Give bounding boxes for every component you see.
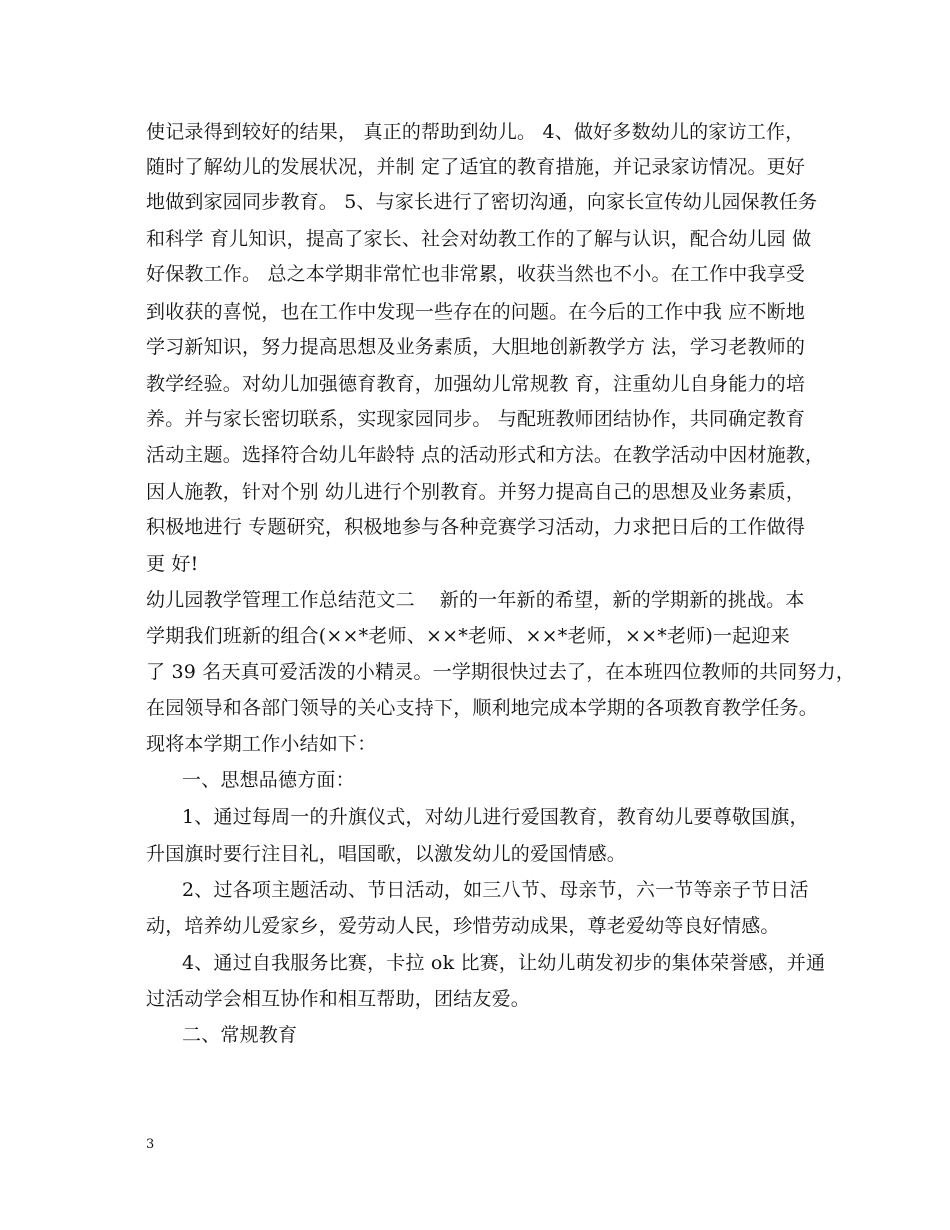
body-line-8: 教学经验。对幼儿加强德育教育，加强幼儿常规教 育，注重幼儿自身能力的培: [146, 373, 806, 395]
body-line-13: 更 好!: [146, 553, 199, 575]
body-line-1: 使记录得到较好的结果， 真正的帮助到幼儿。 4、做好多数幼儿的家访工作，: [146, 121, 805, 143]
page-number: 3: [146, 1137, 155, 1152]
body-line-10: 活动主题。选择符合幼儿年龄特 点的活动形式和方法。在教学活动中因材施教，: [146, 444, 825, 466]
body-line-2: 随时了解幼儿的发展状况，并制 定了适宜的教育措施，并记录家访情况。更好: [146, 156, 806, 178]
item-4-line-1: 4、通过自我服务比赛，卡拉 ok 比赛，让幼儿萌发初步的集体荣誉感，并通: [182, 952, 826, 974]
body-line-7: 学习新知识，努力提高思想及业务素质，大胆地创新教学方 法，学习老教师的: [146, 336, 806, 358]
item-1-line-2: 升国旗时要行注目礼，唱国歌，以激发幼儿的爱国情感。: [146, 843, 627, 865]
section-heading-line: 幼儿园教学管理工作总结范文二 新的一年新的希望，新的学期新的挑战。本: [146, 589, 805, 611]
body-line-5: 好保教工作。 总之本学期非常忙也非常累，收获当然也不小。在工作中我享受: [146, 263, 806, 285]
item-2-line-1: 2、过各项主题活动、节日活动，如三八节、母亲节，六一节等亲子节日活: [182, 879, 809, 901]
item-1-line-1: 1、通过每周一的升旗仪式，对幼儿进行爱国教育，教育幼儿要尊敬国旗，: [182, 806, 809, 828]
body-line-18: 现将本学期工作小结如下：: [146, 733, 377, 755]
item-2-line-2: 动，培养幼儿爱家乡，爱劳动人民，珍惜劳动成果，尊老爱幼等良好情感。: [146, 915, 780, 937]
body-line-16: 了 39 名天真可爱活泼的小精灵。一学期很快过去了，在本班四位教师的共同努力，: [146, 661, 856, 683]
item-4-line-2: 过活动学会相互协作和相互帮助，团结友爱。: [146, 988, 531, 1010]
subheading-moral: 一、思想品德方面：: [182, 769, 355, 791]
body-line-17: 在园领导和各部门领导的关心支持下，顺利地完成本学期的各项教育教学任务。: [146, 697, 819, 719]
body-line-6: 到收获的喜悦，也在工作中发现一些存在的问题。在今后的工作中我 应不断地: [146, 301, 806, 323]
body-line-15: 学期我们班新的组合(××*老师、××*老师、××*老师，××*老师)一起迎来: [146, 625, 790, 647]
subheading-routine: 二、常规教育: [182, 1024, 298, 1046]
body-line-9: 养。并与家长密切联系，实现家园同步。 与配班教师团结协作，共同确定教育: [146, 408, 806, 430]
body-line-11: 因人施教，针对个别 幼儿进行个别教育。并努力提高自己的思想及业务素质，: [146, 481, 806, 503]
body-line-4: 和科学 育儿知识，提高了家长、社会对幼教工作的了解与认识，配合幼儿园 做: [146, 228, 812, 250]
body-line-12: 积极地进行 专题研究，积极地参与各种竞赛学习活动，力求把日后的工作做得: [146, 516, 806, 538]
body-line-3: 地做到家园同步教育。 5、与家长进行了密切沟通，向家长宣传幼儿园保教任务: [146, 191, 818, 213]
